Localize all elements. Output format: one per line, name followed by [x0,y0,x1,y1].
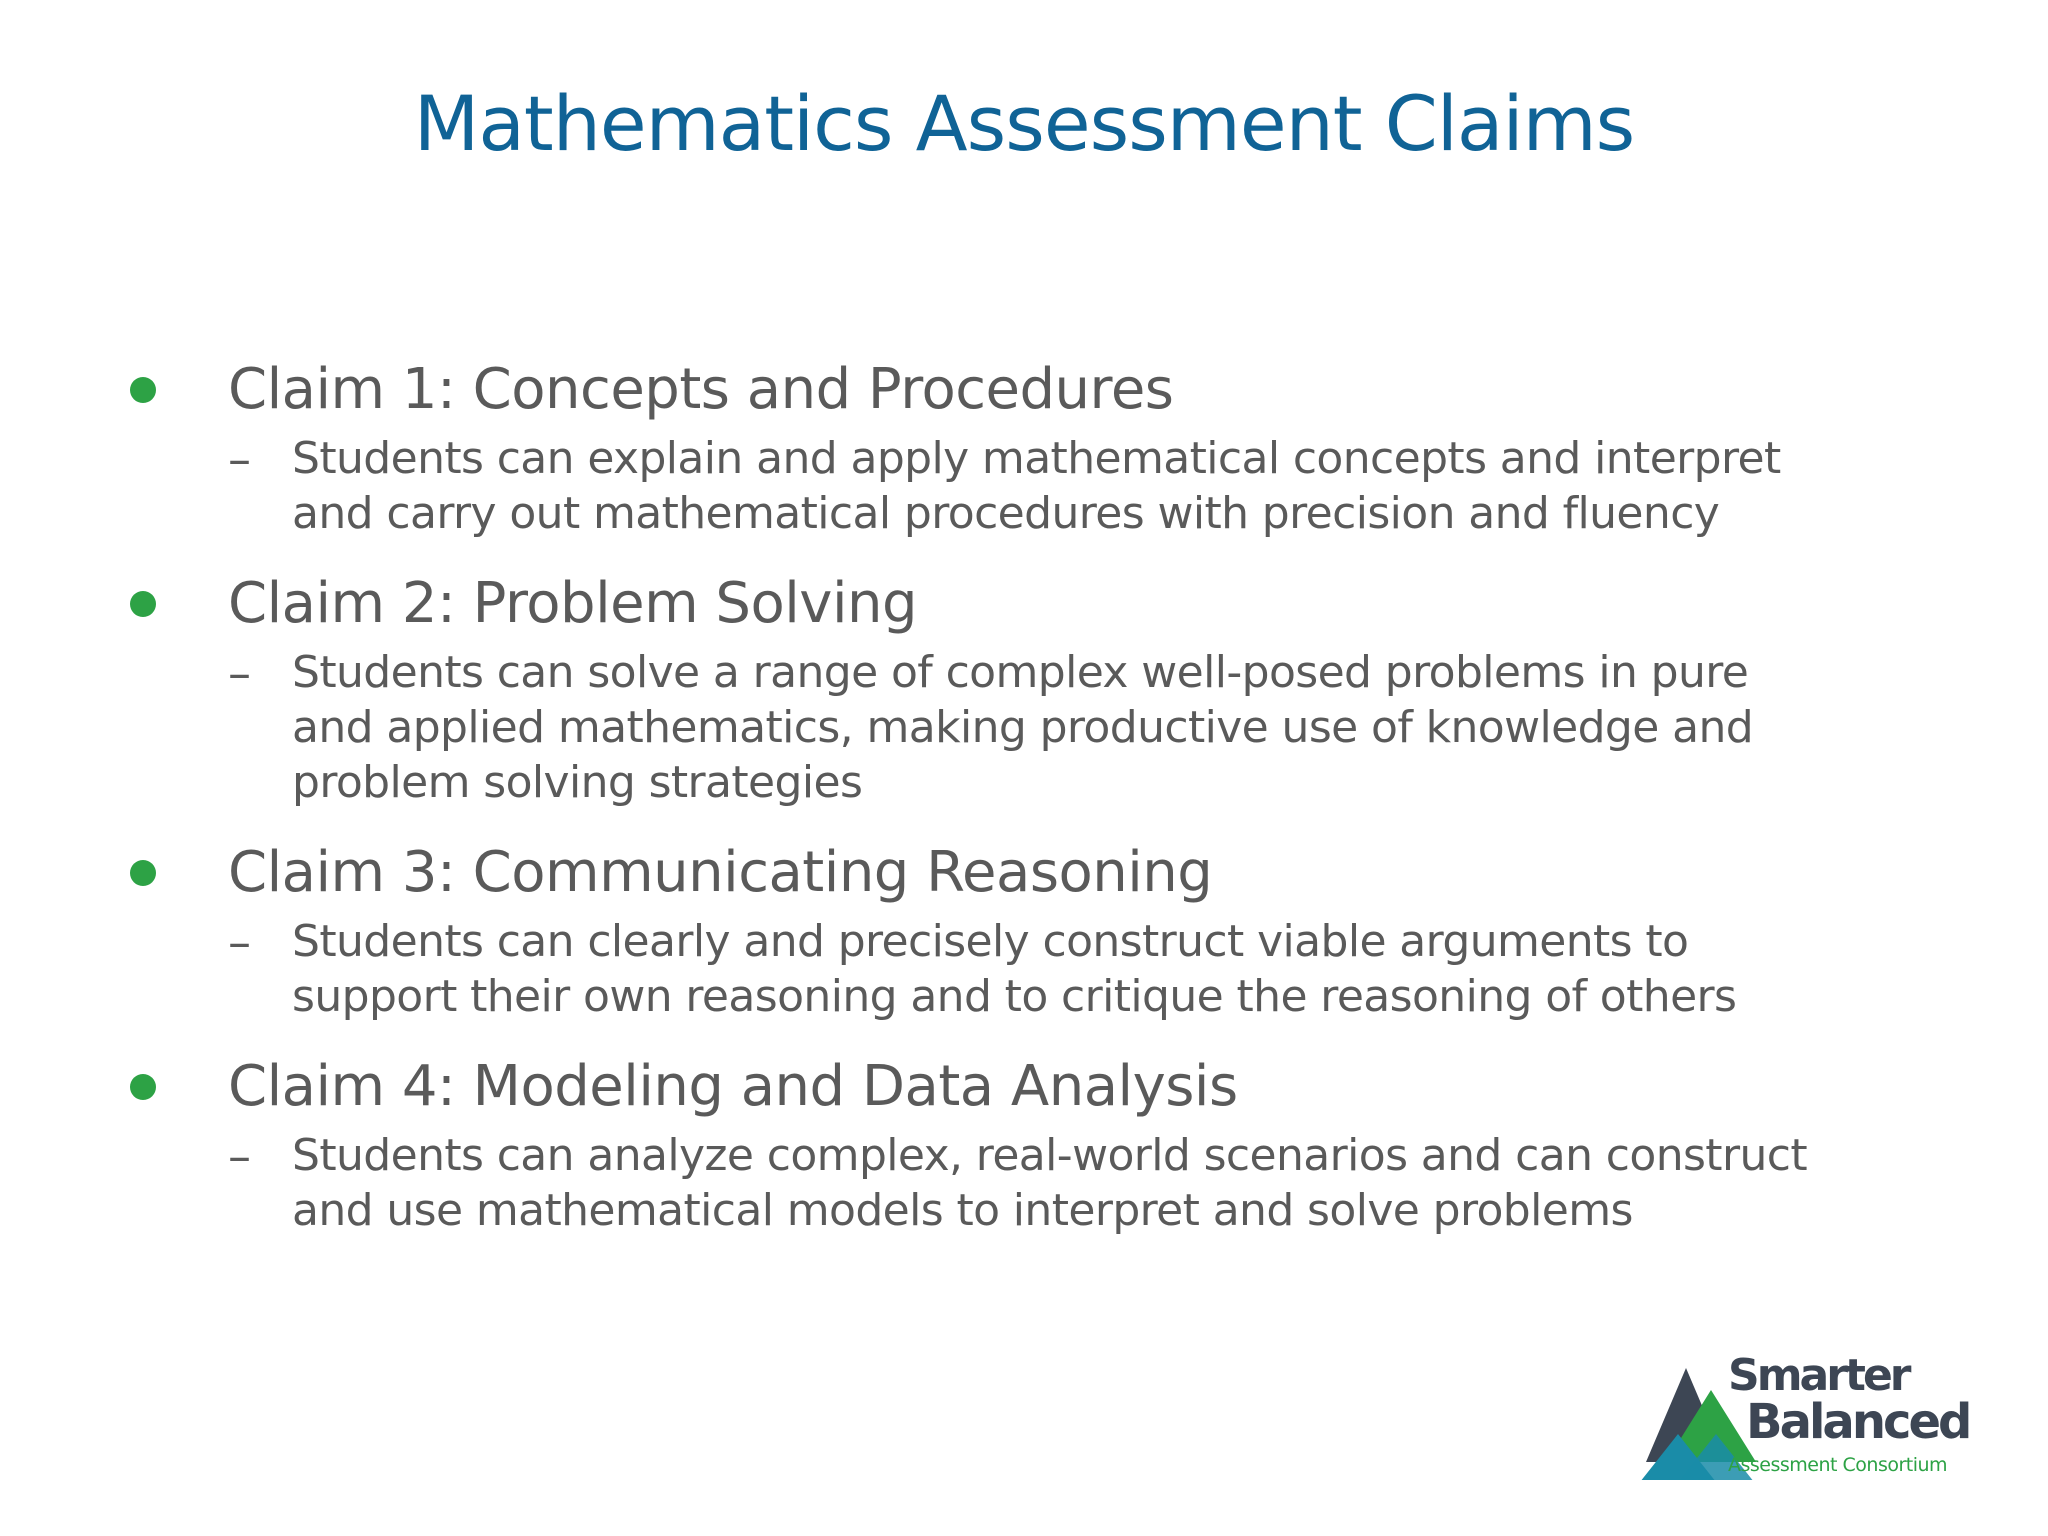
description-line: and carry out mathematical procedures with precision and fluency [292,488,1720,539]
description-line: and applied mathematics, making productive use of knowledge and [292,702,1754,753]
description-line: problem solving strategies [292,757,863,808]
claim-heading: Claim 3: Communicating Reasoning [228,840,1213,905]
claim-heading: Claim 4: Modeling and Data Analysis [228,1054,1238,1119]
bullet-icon [130,1074,156,1100]
description-line: Students can solve a range of complex well-posed problems in pure [292,647,1749,698]
claim-description [0,1128,2048,1238]
claim-description [0,914,2048,1024]
claim-description [0,645,2048,810]
bullet-icon [130,860,156,886]
smarter-balanced-logo [1636,1350,1976,1480]
dash-icon: – [228,915,251,969]
logo-text: Smarter [1728,1350,1909,1401]
claims-list [0,355,2048,1266]
dash-icon: – [228,432,251,486]
description-line: Students can explain and apply mathematical concepts and interpret [292,433,1781,484]
logo-tagline: Assessment Consortium [1728,1454,1948,1476]
bullet-icon [130,591,156,617]
claim-item [0,569,2048,810]
bullet-icon [130,377,156,403]
claim-item [0,838,2048,1024]
claim-heading: Claim 2: Problem Solving [228,571,918,636]
description-line: support their own reasoning and to critique the reasoning of others [292,971,1737,1022]
description-line: Students can analyze complex, real-world scenarios and can construct [292,1130,1807,1181]
claim-description [0,431,2048,541]
description-line: and use mathematical models to interpret and solve problems [292,1185,1633,1236]
claim-heading: Claim 1: Concepts and Procedures [228,357,1174,422]
description-line: Students can clearly and precisely construct viable arguments to [292,916,1689,967]
claim-item [0,1052,2048,1238]
claim-item [0,355,2048,541]
slide-title: Mathematics Assessment Claims [413,79,1635,168]
dash-icon: – [228,646,251,700]
dash-icon: – [228,1129,251,1183]
logo-text: Balanced [1746,1394,1970,1450]
